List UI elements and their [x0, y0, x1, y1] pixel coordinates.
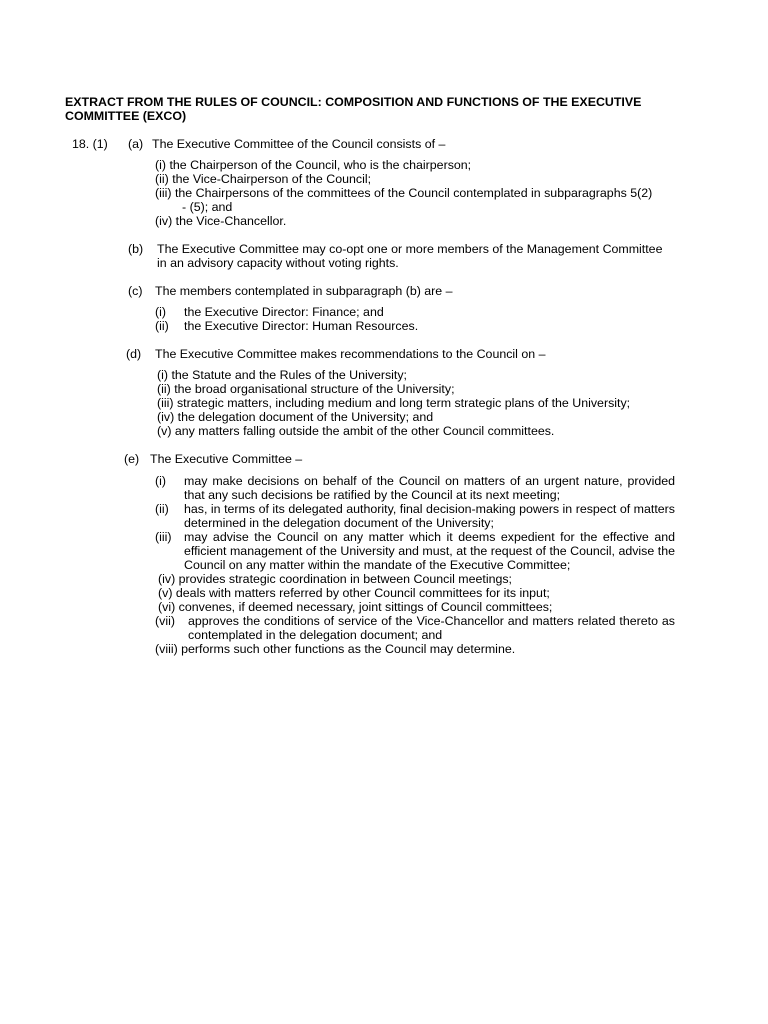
item-e-iii-text: may advise the Council on any matter which it deems expedient for the effective and efficient management of the University and must, at the request of the Council, advise the Council on any matter within the mandate of the Executive Committee;: [184, 530, 675, 572]
item-d-ii: (ii) the broad organisational structure of the University;: [157, 382, 455, 396]
item-e-ii-text: has, in terms of its delegated authority, final decision-making powers in respect of matters determined in the delegation document of the University;: [184, 502, 675, 530]
item-c-ii-num: (ii): [155, 319, 169, 333]
item-e-vii-text: approves the conditions of service of the Vice-Chancellor and matters related thereto as contemplated in the delegation document; and: [188, 614, 675, 642]
para-c-label: (c): [128, 284, 143, 298]
item-a-iii-cont: - (5); and: [182, 200, 233, 214]
item-e-ii-num: (ii): [155, 502, 169, 516]
para-b-text-1: The Executive Committee may co-opt one or more members of the Management Committee: [157, 242, 663, 256]
para-d-text: The Executive Committee makes recommendations to the Council on –: [155, 347, 546, 361]
item-a-iv: (iv) the Vice-Chancellor.: [155, 214, 287, 228]
item-c-i: the Executive Director: Finance; and: [184, 305, 384, 319]
item-e-viii: (viii) performs such other functions as the Council may determine.: [155, 642, 516, 656]
para-c-text: The members contemplated in subparagraph (b) are –: [155, 284, 453, 298]
item-a-i: (i) the Chairperson of the Council, who is the chairperson;: [155, 158, 472, 172]
item-c-i-num: (i): [155, 305, 167, 319]
item-d-iv: (iv) the delegation document of the University; and: [157, 410, 434, 424]
para-e-text: The Executive Committee –: [150, 452, 303, 466]
item-a-ii: (ii) the Vice-Chairperson of the Council;: [155, 172, 372, 186]
item-e-i-text: may make decisions on behalf of the Council on matters of an urgent nature, provided that any such decisions be ratified by the Council at its next meeting;: [184, 474, 675, 502]
item-d-iii: (iii) strategic matters, including medium and long term strategic plans of the University;: [157, 396, 631, 410]
para-d-label: (d): [126, 347, 142, 361]
item-e-iv: (iv) provides strategic coordination in between Council meetings;: [158, 572, 512, 586]
item-e-vii-num: (vii): [155, 614, 175, 628]
item-e-vi: (vi) convenes, if deemed necessary, joint sittings of Council committees;: [158, 600, 553, 614]
section-number: 18. (1): [72, 137, 108, 151]
item-e-v: (v) deals with matters referred by other Council committees for its input;: [158, 586, 550, 600]
para-b-label: (b): [128, 242, 144, 256]
item-d-i: (i) the Statute and the Rules of the University;: [157, 368, 408, 382]
para-a-label: (a): [128, 137, 144, 151]
para-a-text: The Executive Committee of the Council consists of –: [152, 137, 446, 151]
para-b-text-2: in an advisory capacity without voting rights.: [157, 256, 399, 270]
item-e-i-num: (i): [155, 474, 167, 488]
para-e-label: (e): [124, 452, 140, 466]
item-e-iii-num: (iii): [155, 530, 172, 544]
item-a-iii: (iii) the Chairpersons of the committees of the Council contemplated in subparagraphs 5(2): [155, 186, 653, 200]
item-c-ii: the Executive Director: Human Resources.: [184, 319, 419, 333]
item-d-v: (v) any matters falling outside the ambit of the other Council committees.: [157, 424, 555, 438]
document-title: EXTRACT FROM THE RULES OF COUNCIL: COMPOSITION AND FUNCTIONS OF THE EXECUTIVE COMMITTEE (EXCO): [65, 95, 642, 123]
